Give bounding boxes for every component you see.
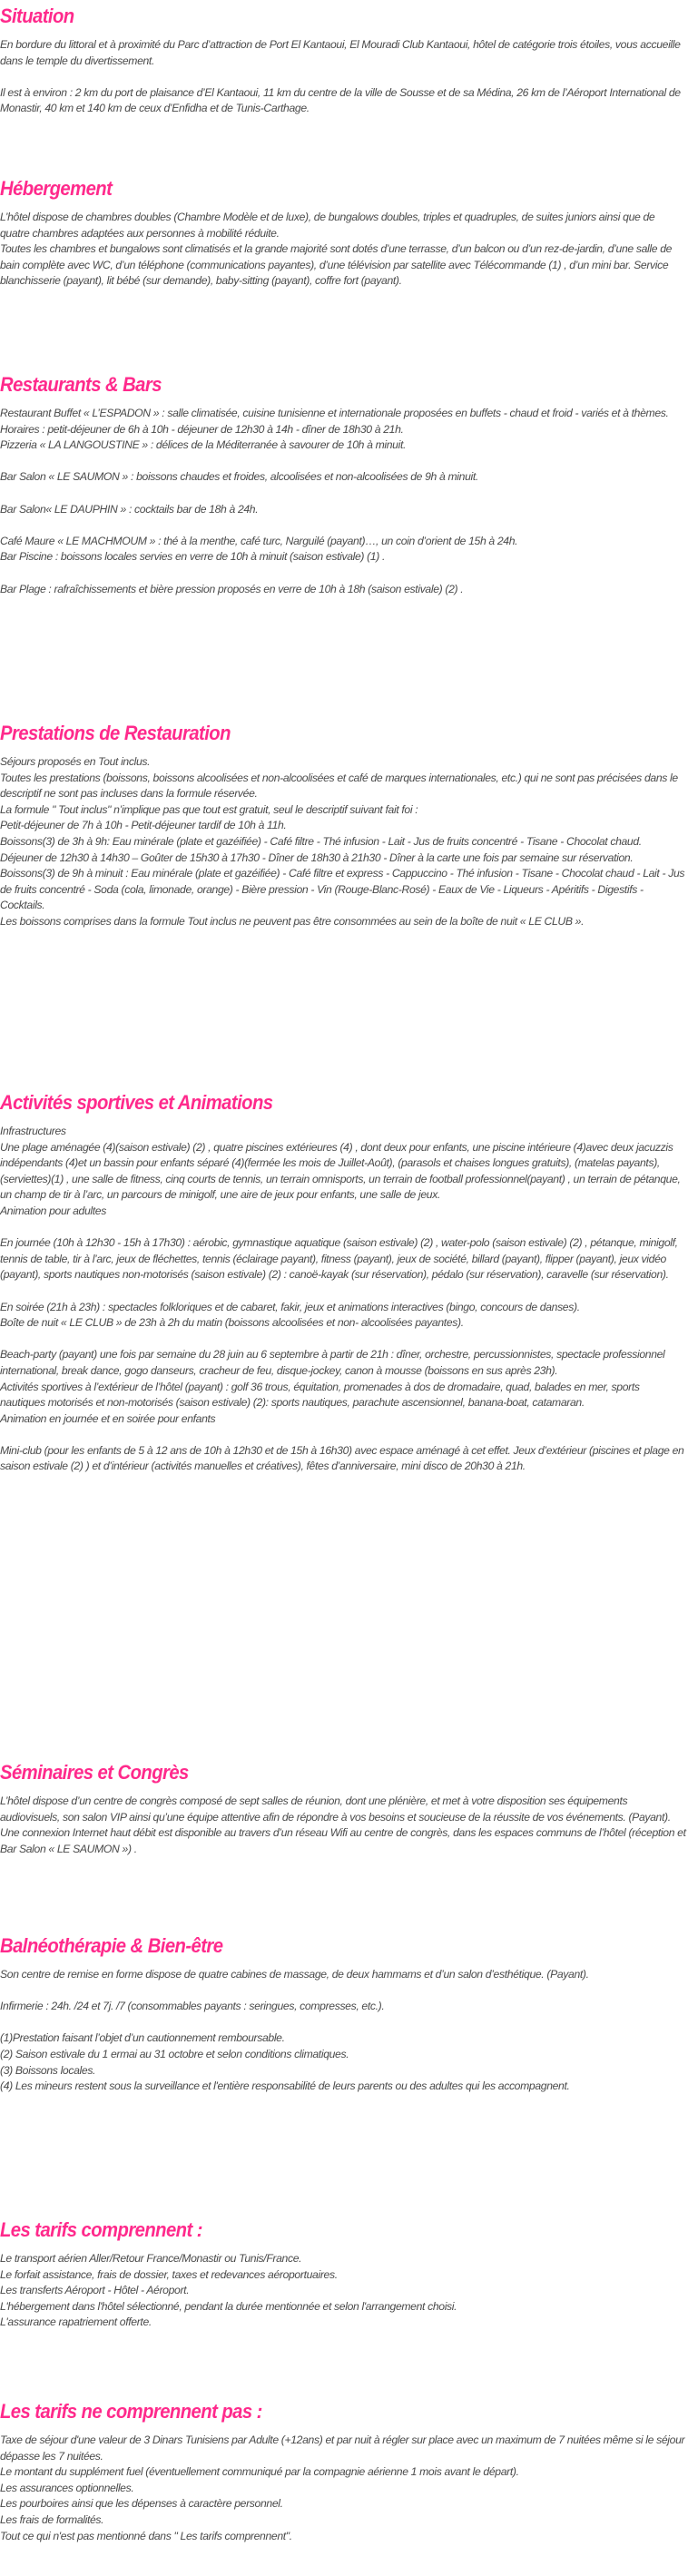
paragraph: Boissons(3) de 3h à 9h: Eau minérale (plate et gazéifiée) - Café filtre - Thé infusion - Lait - Jus de fruits concentré - Tisane - Chocolat chaud. (0, 834, 642, 848)
paragraph-spacer (0, 2015, 686, 2031)
section-body (0, 2433, 686, 2544)
section-tarifs-ne-comprennent-pas (0, 2399, 686, 2544)
section-tarifs-comprennent (0, 2217, 686, 2331)
paragraph: Animation en journée et en soirée pour enfants (0, 1411, 216, 1425)
paragraph-spacer (0, 1983, 686, 2000)
paragraph: Déjeuner de 12h30 à 14h30 – Goûter de 15h30 à 17h30 - Dîner de 18h30 à 21h30 - Dîner à la carte une fois par semaine sur réservation. (0, 850, 634, 864)
section-title: Séminaires et Congrès (0, 1761, 189, 1784)
paragraph: Toutes les prestations (boissons, boissons alcoolisées et non-alcoolisées et café de marques internationales, etc.) qui ne sont pas précisées dans le descriptif ne sont pas incluses dans la formule réservée. (0, 771, 678, 801)
section-seminaires-congres (0, 1760, 686, 1857)
paragraph-spacer (0, 1427, 686, 1443)
paragraph: Les transferts Aéroport - Hôtel - Aéroport. (0, 2284, 190, 2297)
paragraph: Infrastructures (0, 1125, 66, 1137)
section-activites-animations (0, 1090, 686, 1475)
paragraph: Tout ce qui n'est pas mentionné dans " Les tarifs comprennent". (0, 2529, 292, 2542)
paragraph: Les assurances optionnelles. (0, 2481, 134, 2494)
section-title: Les tarifs comprennent : (0, 2218, 202, 2241)
paragraph: Animation pour adultes (0, 1204, 106, 1217)
paragraph: Boissons(3) de 9h à minuit : Eau minérale (plate et gazéifiée) - Café filtre et express - Cappuccino - Thé infusion - Tisane - Chocolat chaud - Lait - Jus de fruits concentré - Soda (cola, limonade, orange) - Bière pression - Vin (Rouge-Blanc-Rosé) - Eaux de Vie - Liqueurs - Apéritifs - Digestifs - Cocktails. (0, 867, 685, 912)
paragraph: Séjours proposés en Tout inclus. (0, 755, 151, 768)
section-title: Prestations de Restauration (0, 722, 231, 744)
section-situation (0, 4, 686, 117)
paragraph: Bar Plage : rafraîchissements et bière pression proposés en verre de 10h à 18h (saison estivale) (2) . (0, 582, 464, 595)
paragraph: En journée (10h à 12h30 - 15h à 17h30) : aérobic, gymnastique aquatique (saison estivale) (2) , water-polo (saison estivale) (2) , pétanque, minigolf, tennis de table, tir à l’arc, jeux de fléchettes, tennis (éclairage payant), fitness (payant), jeux de société, billard (payant), flipper (payant), jeux vidéo (payant), sports nautiques non-motorisés (saison estivale) (2) : canoë-kayak (sur réservation), pédalo (sur réservation), caravelle (sur réservation). (0, 1236, 678, 1282)
paragraph: Il est à environ : 2 km du port de plaisance d’El Kantaoui, 11 km du centre de la ville de Sousse et de sa Médina, 26 km de l’Aéroport International de Monastir, 40 km et 140 km de ceux d’Enfidha et de Tunis-Carthage. (0, 85, 681, 115)
section-title: Restaurants & Bars (0, 373, 162, 396)
paragraph: Les boissons comprises dans la formule Tout inclus ne peuvent pas être consommées au sein de la boîte de nuit « LE CLUB ». (0, 914, 585, 928)
paragraph-spacer (0, 486, 686, 502)
paragraph: Le montant du supplément fuel (éventuellement communiqué par la compagnie aérienne 1 mois avant le départ). (0, 2465, 519, 2479)
section-title: Hébergement (0, 177, 113, 200)
section-hebergement (0, 176, 686, 290)
section-restaurants-bars (0, 372, 686, 597)
paragraph: Bar Salon « LE SAUMON » : boissons chaudes et froides, alcoolisées et non-alcoolisées de 9h à minuit. (0, 470, 478, 484)
section-title: Activités sportives et Animations (0, 1091, 273, 1114)
paragraph: Bar Salon« LE DAUPHIN » : cocktails bar de 18h à 24h. (0, 502, 259, 516)
paragraph-spacer (0, 454, 686, 470)
paragraph: Les pourboires ainsi que les dépenses à caractère personnel. (0, 2497, 283, 2511)
paragraph: Infirmerie : 24h. /24 et 7j. /7 (consommables payants : seringues, compresses, etc.). (0, 2000, 385, 2013)
paragraph: En soirée (21h à 23h) : spectacles folkloriques et de cabaret, fakir, jeux et animations interactives (bingo, concours de danses). (0, 1300, 580, 1313)
section-body (0, 406, 686, 597)
paragraph: En bordure du littoral et à proximité du Parc d’attraction de Port El Kantaoui, El Mouradi Club Kantaoui, hôtel de catégorie trois étoiles, vous accueille dans le temple du divertissement. (0, 38, 681, 67)
paragraph: La formule " Tout inclus" n’implique pas que tout est gratuit, seul le descriptif suivant fait foi : (0, 802, 418, 816)
section-title: Les tarifs ne comprennent pas : (0, 2400, 262, 2423)
paragraph: L'hébergement dans l'hôtel sélectionné, pendant la durée mentionnée et selon l'arrangement choisi. (0, 2299, 457, 2313)
section-body (0, 2251, 686, 2331)
paragraph: Activités sportives à l’extérieur de l’hôtel (payant) : golf 36 trous, équitation, promenades à dos de dromadaire, quad, balades en mer, sports nautiques motorisés et non-motorisés (saison estivale) (2): sports nautiques, parachute ascensionnel, banana-boat, catamaran. (0, 1380, 640, 1410)
paragraph-spacer (0, 565, 686, 582)
paragraph: Les frais de formalités. (0, 2512, 104, 2526)
paragraph: L'assurance rapatriement offerte. (0, 2315, 152, 2329)
paragraph: Son centre de remise en forme dispose de quatre cabines de massage, de deux hammams et d’un salon d’esthétique. (Payant). (0, 1968, 589, 1981)
paragraph: Restaurant Buffet « L’ESPADON » : salle climatisée, cuisine tunisienne et internationale proposées en buffets - chaud et froid - variés et à thèmes. Horaires : petit-déjeuner de 6h à 10h - déjeuner de 12h30 à 14h - dîner de 18h30 à 21h. (0, 407, 669, 436)
paragraph: (2) Saison estivale du 1 ermai au 31 octobre et selon conditions climatiques. (0, 2047, 349, 2060)
section-title: Situation (0, 5, 74, 27)
section-body (0, 754, 686, 930)
paragraph: Taxe de séjour d'une valeur de 3 Dinars Tunisiens par Adulte (+12ans) et par nuit à régler sur place avec un maximum de 7 nuitées même si le séjour dépasse les 7 nuitées. (0, 2433, 685, 2463)
section-body (0, 1967, 686, 2095)
paragraph: Café Maure « LE MACHMOUM » : thé à la menthe, café turc, Narguilé (payant)…, un coin d’orient de 15h à 24h. (0, 534, 518, 547)
paragraph: (1)Prestation faisant l’objet d’un cautionnement remboursable. (0, 2031, 285, 2045)
paragraph: Toutes les chambres et bungalows sont climatisés et la grande majorité sont dotés d’une terrasse, d’un balcon ou d’un rez-de-jardin, d’une salle de bain complète avec WC, d’un téléphone (communications payantes), d’une télévision par satellite avec Télécommande (1) , d’un mini bar. Service blanchisserie (payant), lit bébé (sur demande), baby-sitting (payant), coffre fort (payant). (0, 242, 673, 288)
paragraph-spacer (0, 69, 686, 85)
paragraph: Petit-déjeuner de 7h à 10h - Petit-déjeuner tardif de 10h à 11h. (0, 819, 287, 832)
section-balneotherapie (0, 1933, 686, 2095)
paragraph: Boîte de nuit « LE CLUB » de 23h à 2h du matin (boissons alcoolisées et non- alcoolisées payantes). (0, 1316, 464, 1330)
paragraph-spacer (0, 1220, 686, 1236)
section-body (0, 210, 686, 290)
paragraph: Une plage aménagée (4)(saison estivale) (2) , quatre piscines extérieures (4) , dont deux pour enfants, une piscine intérieure (4)avec deux jacuzzis indépendants (4)et un bassin pour enfants séparé (4)(fermée les mois de Juillet-Août), (parasols et chaises longues gratuits), (matelas payants), (serviettes)(1) , une salle de fitness, cinq courts de tennis, un terrain omnisports, un terrain de football professionnel(payant) , un terrain de pétanque, un champ de tir à l’arc, un parcours de minigolf, une aire de jeux pour enfants, une salle de jeux. (0, 1140, 681, 1202)
paragraph: (3) Boissons locales. (0, 2063, 96, 2077)
paragraph: L’hôtel dispose d’un centre de congrès composé de sept salles de réunion, dont une plénière, et met à votre disposition ses équipements audiovisuels, son salon VIP ainsi qu’une équipe attentive afin de répondre à vos besoins et soucieuse de la réussite de vos événements. (Payant). (0, 1794, 671, 1824)
paragraph: Mini-club (pour les enfants de 5 à 12 ans de 10h à 12h30 et de 15h à 16h30) avec espace aménagé à cet effet. Jeux d’extérieur (piscines et plage en saison estivale (2) ) et d’intérieur (activités manuelles et créatives), fêtes d’anniversaire, mini disco de 20h30 à 21h. (0, 1443, 684, 1473)
paragraph: Le transport aérien Aller/Retour France/Monastir ou Tunis/France. (0, 2252, 302, 2265)
section-body (0, 1124, 686, 1475)
paragraph: Pizzeria « LA LANGOUSTINE » : délices de la Méditerranée à savourer de 10h à minuit. (0, 438, 407, 452)
paragraph: Beach-party (payant) une fois par semaine du 28 juin au 6 septembre à partir de 21h : dîner, orchestre, percussionnistes, spectacle professionnel international, break dance, gogo danseurs, cracheur de feu, disque-jockey, canon à mousse (boissons en sus après 23h). (0, 1348, 665, 1377)
paragraph: L’hôtel dispose de chambres doubles (Chambre Modèle et de luxe), de bungalows doubles, triples et quadruples, de suites juniors ainsi que de quatre chambres adaptées aux personnes à mobilité réduite. (0, 211, 655, 240)
section-prestations-restauration (0, 721, 686, 930)
paragraph: Le forfait assistance, frais de dossier, taxes et redevances aéroportuaires. (0, 2267, 338, 2281)
section-body (0, 1794, 686, 1857)
paragraph: (4) Les mineurs restent sous la surveillance et l'entière responsabilité de leurs parents ou des adultes qui les accompagnent. (0, 2079, 570, 2093)
section-body (0, 37, 686, 117)
paragraph: Bar Piscine : boissons locales servies en verre de 10h à minuit (saison estivale) (1) . (0, 550, 386, 564)
paragraph-spacer (0, 1332, 686, 1348)
paragraph: Une connexion Internet haut débit est disponible au travers d’un réseau Wifi au centre de congrès, dans les espaces communs de l’hôtel (réception et Bar Salon « LE SAUMON ») . (0, 1826, 686, 1855)
paragraph-spacer (0, 517, 686, 534)
paragraph-spacer (0, 1283, 686, 1300)
section-title: Balnéothérapie & Bien-être (0, 1934, 223, 1957)
